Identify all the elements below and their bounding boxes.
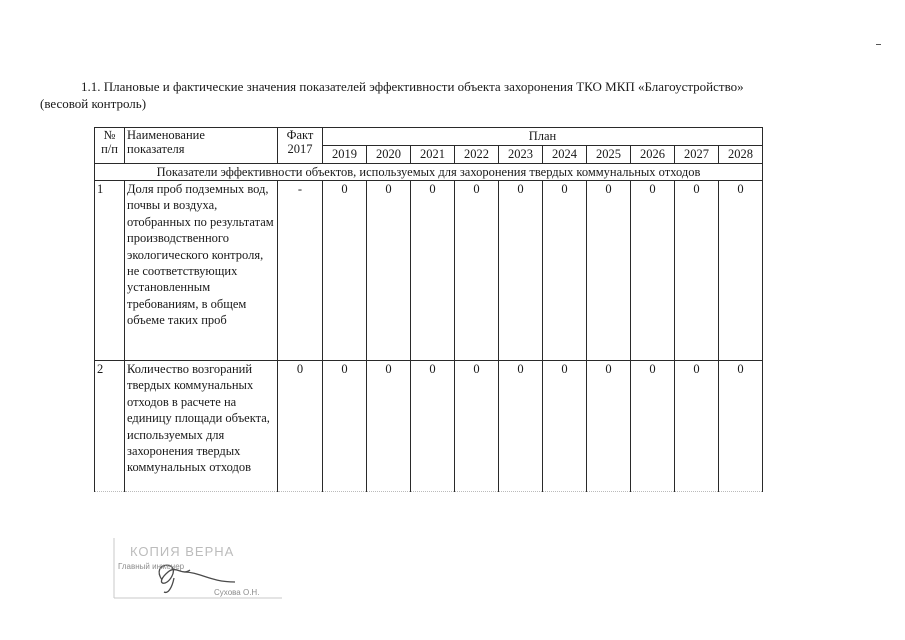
row-value: 0 [323,181,367,361]
row-num: 2 [95,361,125,492]
stamp-title: КОПИЯ ВЕРНА [130,544,235,559]
row-fact: - [278,181,323,361]
row-value: 0 [411,361,455,492]
header-fact-line2: 2017 [287,142,313,156]
row-value: 0 [587,361,631,492]
row-name: Количество возгораний твердых коммунальных отходов в расчете на единицу площади объекта, используемых для захоронения твердых коммунальных отходов [125,361,278,492]
header-year: 2025 [587,146,631,164]
header-num-line2: п/п [101,142,118,156]
header-num [95,128,125,164]
stamp-subtitle: Главный инженер [118,562,185,571]
header-num-line1: № [103,128,116,142]
row-value: 0 [455,361,499,492]
header-year: 2021 [411,146,455,164]
row-value: 0 [543,181,587,361]
row-name: Доля проб подземных вод, почвы и воздуха, отобранных по результатам производственного экологического контроля, не соответствующих установленным требованиям, в общем объеме таких проб [125,181,278,361]
row-value: 0 [675,361,719,492]
header-year: 2023 [499,146,543,164]
document-heading [40,78,830,112]
header-year: 2022 [455,146,499,164]
section-title: Показатели эффективности объектов, используемых для захоронения твердых коммунальных отходов [95,164,763,181]
copy-stamp [110,532,285,602]
row-value: 0 [411,181,455,361]
row-value: 0 [543,361,587,492]
row-value: 0 [499,181,543,361]
header-year: 2020 [367,146,411,164]
page-mark [876,44,881,45]
stamp-name: Сухова О.Н. [214,588,260,597]
header-name [125,128,278,164]
row-value: 0 [719,361,763,492]
indicators-table [94,127,763,492]
header-fact-line1: Факт [286,128,314,142]
heading-line-2: (весовой контроль) [40,96,147,111]
row-value: 0 [631,361,675,492]
row-num: 1 [95,181,125,361]
heading-line-1: 1.1. Плановые и фактические значения показателей эффективности объекта захоронения ТКО МКП «Благоустройство» [81,79,744,94]
header-year: 2027 [675,146,719,164]
header-fact [278,128,323,164]
header-row-1 [95,128,763,146]
header-plan: План [323,128,763,146]
row-value: 0 [367,361,411,492]
row-value: 0 [455,181,499,361]
header-year: 2019 [323,146,367,164]
header-year: 2028 [719,146,763,164]
row-value: 0 [587,181,631,361]
header-year: 2024 [543,146,587,164]
header-year: 2026 [631,146,675,164]
header-name-line2: показателя [127,142,185,156]
row-value: 0 [675,181,719,361]
section-row [95,164,763,181]
row-fact: 0 [278,361,323,492]
row-value: 0 [719,181,763,361]
header-name-line1: Наименование [127,128,205,142]
table-row [95,361,763,492]
row-value: 0 [631,181,675,361]
row-value: 0 [367,181,411,361]
table-row [95,181,763,361]
row-value: 0 [499,361,543,492]
row-value: 0 [323,361,367,492]
